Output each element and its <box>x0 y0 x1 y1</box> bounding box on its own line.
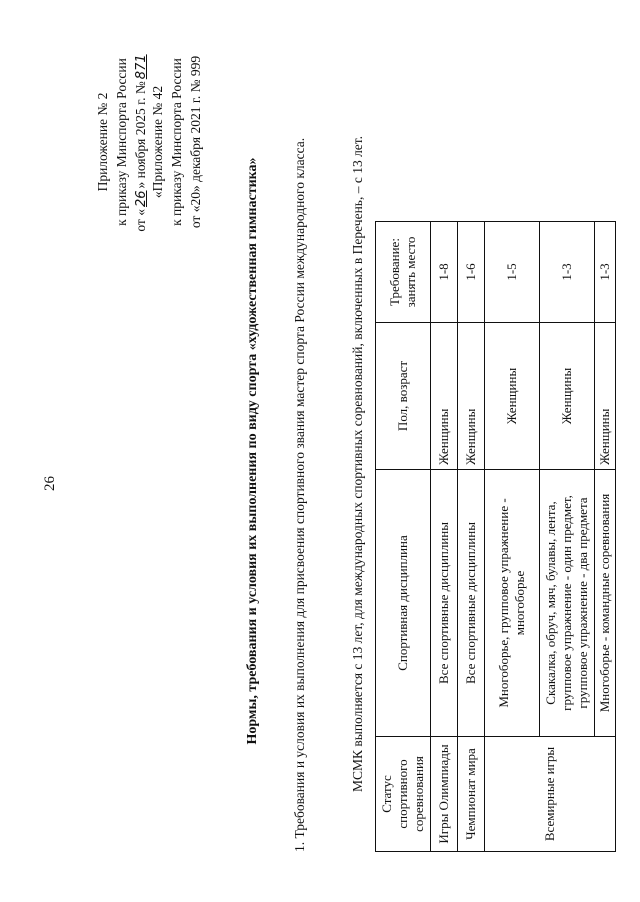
table-row: Чемпионат мира Все спортивные дисциплины Женщины 1-6 <box>458 222 485 852</box>
handwritten-day: 26 <box>134 190 149 208</box>
handwritten-number: 871 <box>134 54 149 80</box>
header-sex-age: Пол, возраст <box>376 323 431 470</box>
document-title: Нормы, требования и условия их выполнения по виду спорта «художественная гимнастика» <box>245 157 260 745</box>
table-row: Многоборье - командные соревнования Женщины 1-3 <box>595 222 616 852</box>
appendix-title: Приложение № 2 <box>95 92 110 192</box>
header-status: Статус спортивного соревнования <box>376 737 431 852</box>
age-note: МСМК выполняется с 13 лет, для международных спортивных соревнований, включенных в Перечень, – с 13 лет. <box>350 135 365 792</box>
section-1-heading: 1. Требования и условия их выполнения для присвоения спортивного звания мастер спорта России международного класса. <box>292 137 307 852</box>
requirements-table <box>375 221 616 852</box>
appendix-header <box>93 22 151 262</box>
table-row: Игры Олимпиады Все спортивные дисциплины Женщины 1-8 <box>431 222 458 852</box>
header-place: Требование: занять место <box>376 222 431 323</box>
appendix-date: от «26» ноября 2025 г. №871 <box>133 54 149 232</box>
table-header-row <box>376 222 431 852</box>
table-row: Всемирные игры Многоборье, групповое упражнение - многоборье Женщины 1-5 <box>485 222 540 852</box>
table-row: Скакалка, обруч, мяч, булавы, лента, групповое упражнение - один предмет, групповое упражнение - два предмета Женщины 1-3 <box>540 222 595 852</box>
previous-appendix-date: от «20» декабря 2021 г. № 999 <box>188 55 203 229</box>
previous-appendix-order: к приказу Минспорта России <box>169 58 184 226</box>
previous-appendix-header <box>148 22 205 262</box>
appendix-order: к приказу Минспорта России <box>114 58 129 226</box>
page-number: 26 <box>42 476 58 491</box>
previous-appendix-title: «Приложение № 42 <box>150 85 165 199</box>
header-discipline: Спортивная дисциплина <box>376 470 431 737</box>
